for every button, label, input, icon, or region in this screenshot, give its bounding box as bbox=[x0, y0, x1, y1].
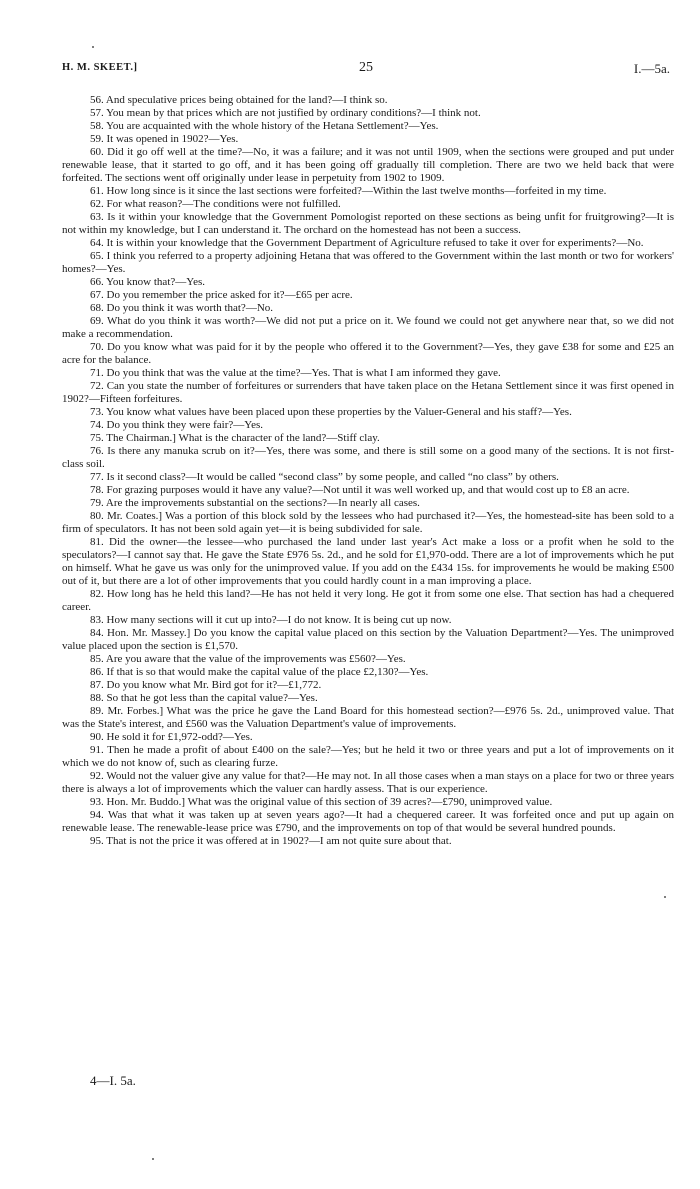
paper-speck bbox=[664, 896, 666, 898]
signature-mark: 4—I. 5a. bbox=[90, 1073, 136, 1088]
paper-speck bbox=[152, 1158, 154, 1160]
question-64: 64. It is within your knowledge that the Government Department of Agriculture refused to take it over for experiments?—No. bbox=[90, 237, 644, 249]
question-68: 68. Do you think it was worth that?—No. bbox=[90, 302, 274, 314]
question-74: 74. Do you think they were fair?—Yes. bbox=[90, 419, 264, 431]
question-87: 87. Do you know what Mr. Bird got for it?—£1,772. bbox=[90, 679, 322, 691]
question-73: 73. You know what values have been placed upon these properties by the Valuer-General and his staff?—Yes. bbox=[90, 406, 572, 418]
question-94: 94. Was that what it was taken up at seven years ago?—It had a chequered career. It was forfeited once and put up again on renewable lease. The renewable-lease price was £790, and the improvements on top of that would be several hundred pounds. bbox=[62, 809, 674, 834]
question-75: 75. The Chairman.] What is the character of the land?—Stiff clay. bbox=[90, 432, 380, 444]
question-65: 65. I think you referred to a property adjoining Hetana that was offered to the Government within the last month or two for workers' homes?—Yes. bbox=[62, 250, 674, 275]
question-60: 60. Did it go off well at the time?—No, it was a failure; and it was not until 1909, when the sections were grouped and put under renewable lease, that it started to go off, and it has been going off gradually till completion. There are two we held back that were forfeited. The sections went off originally under lease in perpetuity from 1902 to 1909. bbox=[62, 146, 674, 184]
question-77: 77. Is it second class?—It would be called “second class” by some people, and called “no class” by others. bbox=[90, 471, 559, 483]
question-70: 70. Do you know what was paid for it by the people who offered it to the Government?—Yes, they gave £38 for some and £25 an acre for the balance. bbox=[62, 341, 674, 366]
question-66: 66. You know that?—Yes. bbox=[90, 276, 206, 288]
question-67: 67. Do you remember the price asked for it?—£65 per acre. bbox=[90, 289, 353, 301]
question-82: 82. How long has he held this land?—He has not held it very long. He got it from some one else. That section has had a chequered career. bbox=[62, 588, 674, 613]
testimony-body bbox=[62, 94, 674, 848]
question-58: 58. You are acquainted with the whole history of the Hetana Settlement?—Yes. bbox=[90, 120, 439, 132]
question-88: 88. So that he got less than the capital value?—Yes. bbox=[90, 692, 318, 704]
paper-speck bbox=[92, 46, 94, 48]
paper-reference: I.—5a. bbox=[633, 61, 670, 76]
question-85: 85. Are you aware that the value of the improvements was £560?—Yes. bbox=[90, 653, 406, 665]
page-header bbox=[62, 62, 670, 80]
question-89: 89. Mr. Forbes.] What was the price he gave the Land Board for this homestead section?—£976 5s. 2d., unimproved value. That was the State's interest, and £560 was the Valuation Department's value of improvements. bbox=[62, 705, 674, 730]
witness-name: H. M. SKEET.] bbox=[62, 62, 138, 73]
question-90: 90. He sold it for £1,972-odd?—Yes. bbox=[90, 731, 253, 743]
question-71: 71. Do you think that was the value at the time?—Yes. That is what I am informed they gave. bbox=[90, 367, 501, 379]
question-95: 95. That is not the price it was offered at in 1902?—I am not quite sure about that. bbox=[90, 835, 452, 847]
question-93: 93. Hon. Mr. Buddo.] What was the original value of this section of 39 acres?—£790, unimproved value. bbox=[90, 796, 553, 808]
question-57: 57. You mean by that prices which are not justified by ordinary conditions?—I think not. bbox=[90, 107, 481, 119]
question-91: 91. Then he made a profit of about £400 on the sale?—Yes; but he held it two or three years and put a lot of improvements on it which we do not know of, such as clearing furze. bbox=[62, 744, 674, 769]
question-61: 61. How long since is it since the last sections were forfeited?—Within the last twelve months—forfeited in my time. bbox=[90, 185, 607, 197]
question-86: 86. If that is so that would make the capital value of the place £2,130?—Yes. bbox=[90, 666, 429, 678]
question-81: 81. Did the owner—the lessee—who purchased the land under last year's Act make a loss or a profit when he sold to the speculators?—I cannot say that. He gave the State £976 5s. 2d., and he sold for £1,970-odd. There are a lot of improvements which he put on himself. What he gave us was only for the unimproved value. If you add on the £434 15s. for improvements he would be making £500 out of it, but there are a lot of other improvements that you could hardly count in a man improving a place. bbox=[62, 536, 674, 587]
question-59: 59. It was opened in 1902?—Yes. bbox=[90, 133, 239, 145]
question-63: 63. Is it within your knowledge that the Government Pomologist reported on these sections as being unfit for fruitgrowing?—It is not within my knowledge, but I can understand it. The orchard on the homestead has not been a success. bbox=[62, 211, 674, 236]
question-78: 78. For grazing purposes would it have any value?—Not until it was well worked up, and that would cost up to £8 an acre. bbox=[90, 484, 630, 496]
question-84: 84. Hon. Mr. Massey.] Do you know the capital value placed on this section by the Valuation Department?—Yes. The unimproved value placed upon the section is £1,570. bbox=[62, 627, 674, 652]
page-number: 25 bbox=[359, 60, 373, 75]
question-72: 72. Can you state the number of forfeitures or surrenders that have taken place on the Hetana Settlement since it was first opened in 1902?—Fifteen forfeitures. bbox=[62, 380, 674, 405]
question-76: 76. Is there any manuka scrub on it?—Yes, there was some, and there is still some on a good many of the sections. It is not first-class soil. bbox=[62, 445, 674, 470]
question-62: 62. For what reason?—The conditions were not fulfilled. bbox=[90, 198, 341, 210]
question-80: 80. Mr. Coates.] Was a portion of this block sold by the lessees who had purchased it?—Yes, the homestead-site has been sold to a firm of speculators. It has not been sold again yet—it is being subdivided for sale. bbox=[62, 510, 674, 535]
question-92: 92. Would not the valuer give any value for that?—He may not. In all those cases when a man stays on a place for two or three years there is always a lot of improvements which the valuer can hardly assess. That is our experience. bbox=[62, 770, 674, 795]
question-69: 69. What do you think it was worth?—We did not put a price on it. We found we could not get anywhere near that, so we did not make a recommendation. bbox=[62, 315, 674, 340]
question-56: 56. And speculative prices being obtained for the land?—I think so. bbox=[90, 94, 388, 106]
question-79: 79. Are the improvements substantial on the sections?—In nearly all cases. bbox=[90, 497, 420, 509]
question-83: 83. How many sections will it cut up into?—I do not know. It is being cut up now. bbox=[90, 614, 452, 626]
